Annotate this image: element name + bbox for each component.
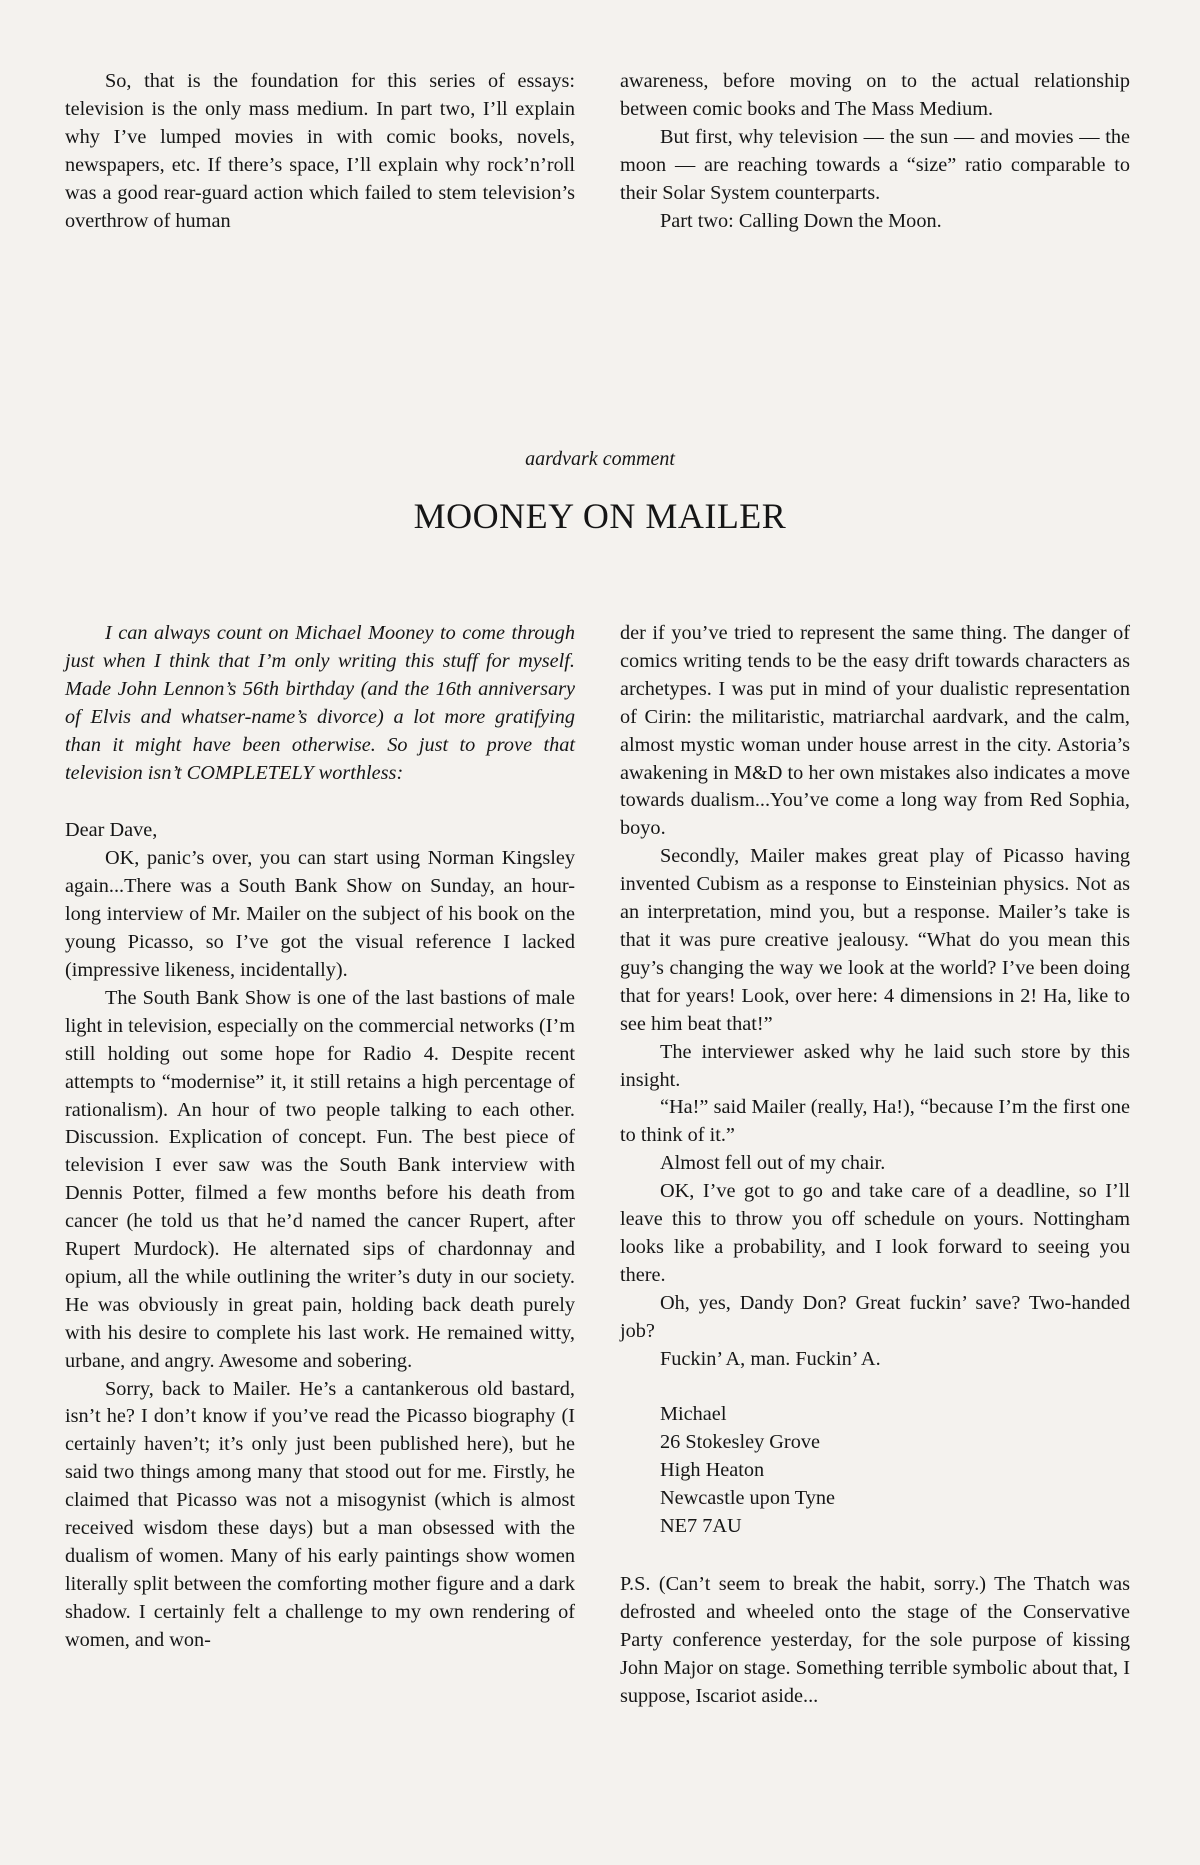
letter-paragraph-continued: der if you’ve tried to represent the same thing. The danger of comics writing tends to be the easy drift towards characters as archetypes. I was put in mind of your dualistic representation of Cirin: the militaristic, matriarchal aardvark, and the calm, almost mystic woman under house arrest in the city. Astoria’s awakening in M&D to her own mistakes also indicates a move towards dualism...You’ve come a long way from Red Sophia, boyo. (620, 622, 1130, 840)
top-right-paragraph-2: But first, why television — the sun — and movies — the moon — are reaching towards a “size” ratio comparable to their Solar System counterparts. (620, 125, 1130, 204)
section-kicker: aardvark comment (525, 448, 675, 470)
top-right-paragraph-3: Part two: Calling Down the Moon. (660, 209, 942, 232)
body-left-column (65, 620, 575, 1655)
top-right-paragraph-1: awareness, before moving on to the actual relationship between comic books and The Mass Medium. (620, 70, 1130, 120)
address-line: Newcastle upon Tyne (660, 1487, 836, 1510)
editor-intro: I can always count on Michael Mooney to come through just when I think that I’m only writing this stuff for myself. Made John Lennon’s 56th birthday (and the 16th anniversary of Elvis and whatser-name’s divorce) a lot more gratifying than it might have been otherwise. So just to prove that television isn’t COMPLETELY worthless: (65, 622, 575, 784)
letter-paragraph: OK, I’ve got to go and take care of a deadline, so I’ll leave this to throw you off schedule on yours. Nottingham looks like a probability, and I look forward to seeing you there. (620, 1180, 1130, 1286)
signature-block (620, 1401, 1130, 1541)
letter-salutation: Dear Dave, (65, 819, 158, 842)
letter-paragraph: Sorry, back to Mailer. He’s a cantankerous old bastard, isn’t he? I don’t know if you’ve read the Picasso biography (I certainly haven’t; it’s only just been published here), but he said two things among many that stood out for me. Firstly, he claimed that Picasso was not a misogynist (which is almost received wisdom these days) but a man obsessed with the dualism of women. Many of his early paintings show women literally split between the comforting mother figure and a dark shadow. I certainly felt a challenge to my own rendering of women, and won- (65, 1377, 575, 1651)
article-headline: MOONEY ON MAILER (413, 496, 787, 536)
top-left-paragraph: So, that is the foundation for this series of essays: television is the only mass medium. In part two, I’ll explain why I’ve lumped movies in with comic books, novels, newspapers, etc. If there’s space, I’ll explain why rock’n’roll was a good rear-guard action which failed to stem television’s overthrow of human (65, 70, 575, 232)
letter-paragraph: The South Bank Show is one of the last bastions of male light in television, especially on the commercial networks (I’m still holding out some hope for Radio 4. Despite recent attempts to “modernise” it, it still retains a high percentage of rationalism). An hour of two people talking to each other. Discussion. Explication of concept. Fun. The best piece of television I ever saw was the South Bank interview with Dennis Potter, filmed a few months before his death from cancer (he told us that he’d named the cancer Rupert, after Rupert Murdock). He alternated sips of chardonnay and opium, all the while outlining the writer’s duty in our society. He was obviously in great pain, holding back death purely with his desire to complete his last work. He remained witty, urbane, and angry. Awesome and sobering. (65, 986, 575, 1372)
letter-paragraph: Fuckin’ A, man. Fuckin’ A. (660, 1347, 881, 1370)
signature-name: Michael (660, 1403, 727, 1426)
address-line: High Heaton (660, 1459, 765, 1482)
letter-paragraph: Almost fell out of my chair. (660, 1152, 886, 1175)
letter-paragraph: Oh, yes, Dandy Don? Great fuckin’ save? Two-handed job? (620, 1291, 1130, 1342)
letter-paragraph: Secondly, Mailer makes great play of Picasso having invented Cubism as a response to Einsteinian physics. Not as an interpretation, mind you, but a response. Mailer’s take is that it was pure creative jealousy. “What do you mean this guy’s changing the way we look at the world? I’ve been doing that for years! Look, over here: 4 dimensions in 2! Ha, like to see him beat that!” (620, 845, 1130, 1035)
letter-paragraph: The interviewer asked why he laid such store by this insight. (620, 1040, 1130, 1091)
top-left-column (65, 68, 575, 235)
top-right-column (620, 68, 1130, 235)
body-right-column (620, 620, 1130, 1711)
address-line: 26 Stokesley Grove (660, 1431, 820, 1454)
letter-paragraph: OK, panic’s over, you can start using Norman Kingsley again...There was a South Bank Show on Sunday, an hour-long interview of Mr. Mailer on the subject of his book on the young Picasso, so I’ve got the visual reference I lacked (impressive likeness, incidentally). (65, 847, 575, 981)
postscript: P.S. (Can’t seem to break the habit, sorry.) The Thatch was defrosted and wheeled onto the stage of the Conservative Party conference yesterday, for the sole purpose of kissing John Major on stage. Something terrible symbolic about that, I suppose, Iscariot aside... (620, 1573, 1130, 1707)
address-line: NE7 7AU (660, 1515, 742, 1538)
letter-paragraph: “Ha!” said Mailer (really, Ha!), “because I’m the first one to think of it.” (620, 1096, 1130, 1147)
